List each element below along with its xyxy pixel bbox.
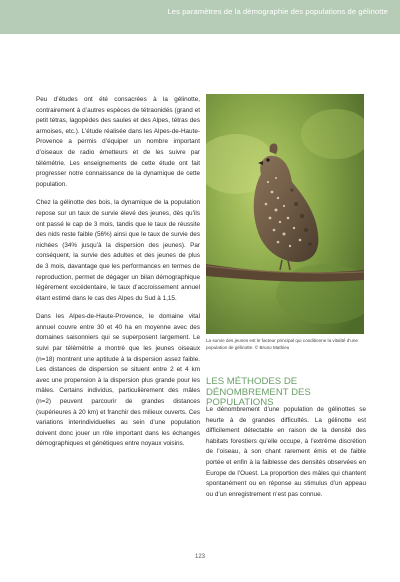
- header-band: [0, 0, 400, 34]
- section-heading: LES MÉTHODES DE DÉNOMBREMENT DES POPULATIONS: [206, 376, 311, 409]
- right-column-text: [206, 405, 366, 508]
- left-paragraph-1: Peu d’études ont été consacrées à la gélinotte, contrairement à d’autres espèces de tétraonidés (grand et petit tétras, lagopèdes des saules et des Alpes, tétras des armoises, etc.). L’étude réalisée dans les Alpes-de-Haute-Provence a permis d’équiper un nombre important d’oiseaux de radio émetteurs et de les suivre par télémétrie. Les enseignements de cette étude ont fait progresser notre connaissance de la dynamique de cette population.: [36, 96, 200, 188]
- running-header-title: Les paramètres de la démographie des populations de gélinotte: [167, 7, 388, 16]
- section-paragraph-1: Le dénombrement d’une population de gélinottes se heurte à de grandes difficultés. La gélinotte est difficilement détectable en raison de la densité des habitats forestiers qu’elle occupe, à l’extrême discrétion de l’oiseau, à son chant rarement émis et de faible portée et enfin à la faiblesse des densités observées en Europe de l’Ouest. La proportion des mâles qui chantent spontanément ou en réponse au stimulus d’un appeau ou d’un enregistrement n’est pas connue.: [206, 406, 366, 498]
- photo-caption: La survie des jeunes est le facteur principal qui conditionne la vitalité d’une population de gélinotte. © Bruno Mathieu: [206, 338, 358, 350]
- grouse-photo: [206, 94, 364, 334]
- left-paragraph-2: Chez la gélinotte des bois, la dynamique de la population repose sur un taux de survie élevé des jeunes, dès qu’ils ont passé le cap de 3 mois, tandis que le taux de réussite des nids reste faible (56%) ainsi que le taux de survie des nichées (34% jusqu’à la dispersion des jeunes). Par conséquent, la survie des adultes et des jeunes de plus de 3 mois, davantage que les performances en termes de reproduction, permet de dégager un bilan démographique légèrement excédentaire, le taux d’accroissement annuel étant estimé dans le cas des Alpes du Sud à 1,15.: [36, 199, 200, 302]
- left-paragraph-3: Dans les Alpes-de-Haute-Provence, le domaine vital annuel couvre entre 30 et 40 ha en moyenne avec des domaines saisonniers qui se superposent largement. Le suivi par télémétrie a montré que les jeunes oiseaux (n=18) montrent une aptitude à la dispersion assez faible. Les distances de dispersion se situent entre 2 et 4 km avec une propension à la dispersion plus grande pour les mâles. Certains individus, particulièrement des mâles (n=2) peuvent parcourir de grandes distances (supérieures à 20 km) et franchir des milieux ouverts. Ces variations interindividuelles au sein d’une population doivent donc jouer un rôle important dans les échanges démographiques et génétiques entre noyaux voisins.: [36, 313, 200, 448]
- left-column: [36, 95, 200, 458]
- page-number: 123: [194, 554, 205, 560]
